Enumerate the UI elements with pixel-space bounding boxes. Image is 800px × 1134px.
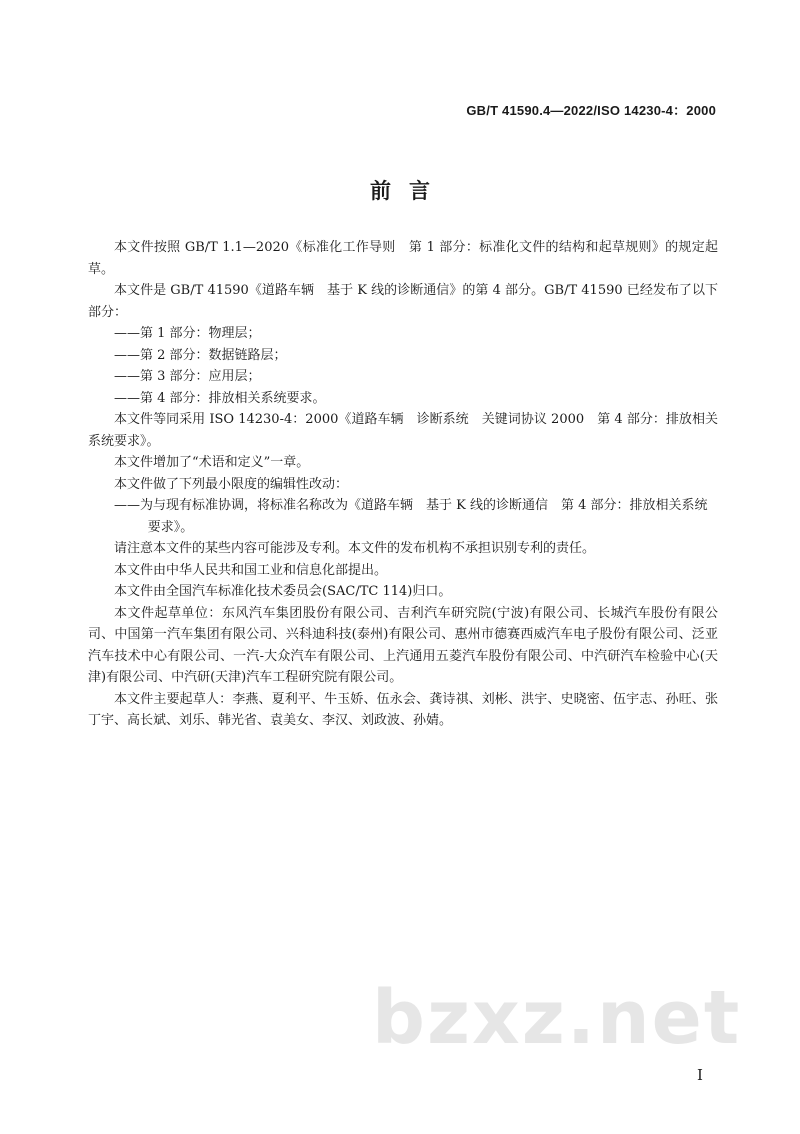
paragraph-editorial-changes: 本文件做了下列最小限度的编辑性改动：: [114, 476, 349, 492]
foreword-body: [88, 237, 718, 732]
paragraph-adoption: 本文件等同采用 ISO 14230-4：2000《道路车辆 诊断系统 关键词协议 2000 第 4 部分：排放相关系统要求》。: [88, 412, 718, 449]
list-item-part-2: ——第 2 部分：数据链路层；: [114, 347, 287, 363]
paragraph-series-parts: 本文件是 GB/T 41590《道路车辆 基于 K 线的诊断通信》的第 4 部分。GB/T 41590 已经发布了以下部分：: [88, 283, 718, 320]
list-item-part-1: ——第 1 部分：物理层；: [114, 326, 261, 341]
standard-number: GB/T 41590.4—2022/ISO 14230-4：2000: [466, 103, 716, 118]
page-number: I: [697, 1066, 703, 1084]
list-item-part-4: ——第 4 部分：排放相关系统要求。: [114, 390, 326, 406]
watermark: bzxz.net: [372, 975, 742, 1061]
paragraph-patent-notice: 请注意本文件的某些内容可能涉及专利。本文件的发布机构不承担识别专利的责任。: [114, 541, 596, 556]
list-item-part-3: ——第 3 部分：应用层；: [114, 369, 261, 384]
paragraph-drafters: 本文件主要起草人：李燕、夏利平、牛玉娇、伍永会、龚诗祺、刘彬、洪宇、史晓密、伍宇志、孙旺、张丁宇、高长斌、刘乐、韩光省、袁美女、李汉、刘政波、孙婧。: [88, 691, 718, 728]
paragraph-drafting-units: 本文件起草单位：东风汽车集团股份有限公司、吉利汽车研究院(宁波)有限公司、长城汽车股份有限公司、中国第一汽车集团有限公司、兴科迪科技(泰州)有限公司、惠州市德赛西威汽车电子股份有限公司、泛亚汽车技术中心有限公司、一汽-大众汽车有限公司、上汽通用五菱汽车股份有限公司、中汽研汽车检验中心(天津)有限公司、中汽研(天津)汽车工程研究院有限公司。: [88, 605, 718, 685]
list-item-title-change: ——为与现有标准协调，将标准名称改为《道路车辆 基于 K 线的诊断通信 第 4 部分：排放相关系统要求》。: [114, 498, 708, 535]
paragraph-drafting-rules: 本文件按照 GB/T 1.1—2020《标准化工作导则 第 1 部分：标准化文件的结构和起草规则》的规定起草。: [88, 240, 718, 277]
paragraph-added-chapter: 本文件增加了“术语和定义”一章。: [114, 455, 310, 470]
paragraph-proposer: 本文件由中华人民共和国工业和信息化部提出。: [114, 562, 388, 578]
paragraph-committee: 本文件由全国汽车标准化技术委员会(SAC/TC 114)归口。: [114, 584, 452, 599]
page-title: 前言: [370, 179, 448, 203]
